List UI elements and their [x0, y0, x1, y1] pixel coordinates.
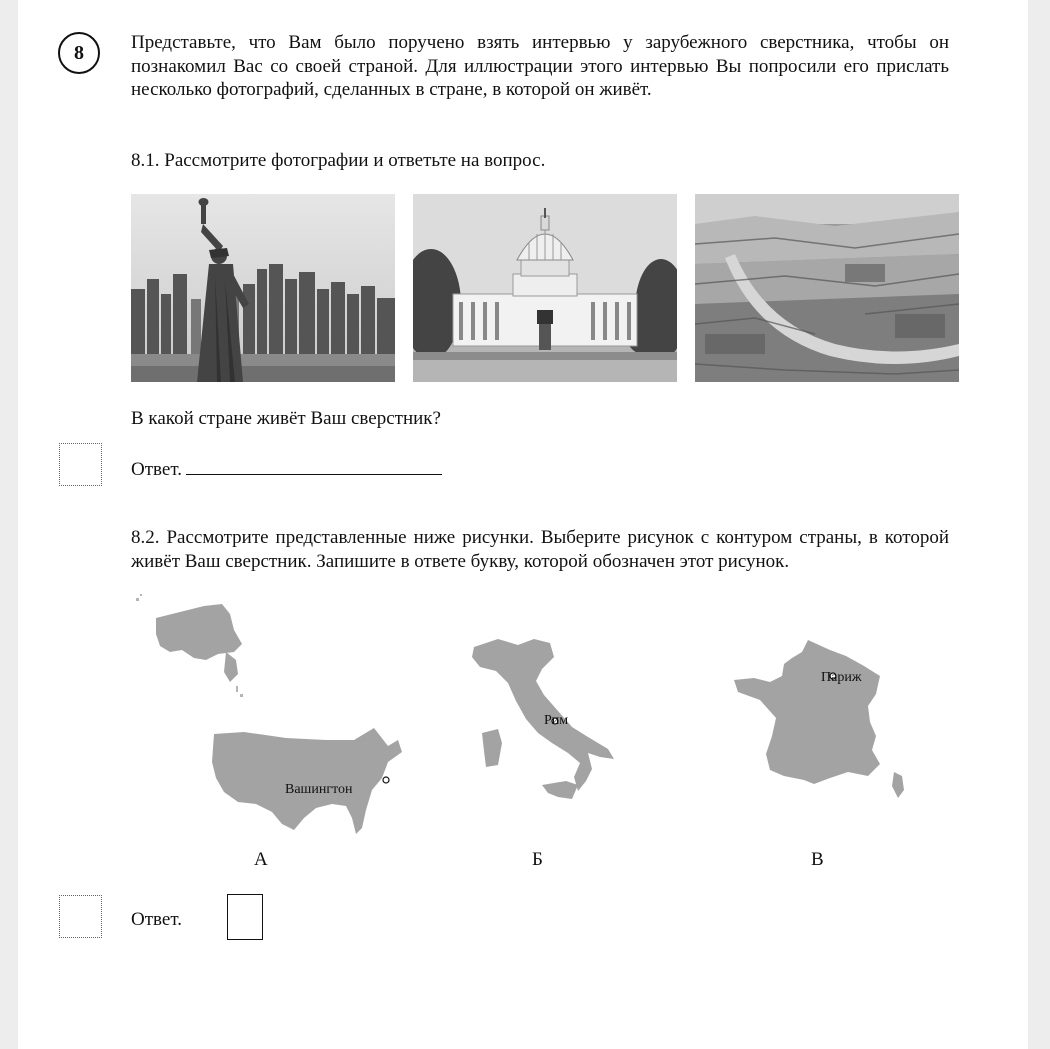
q2-score-box	[59, 895, 102, 938]
italy-outline-map	[468, 635, 618, 803]
rome-label: Рим	[544, 713, 569, 728]
usa-outline-map	[126, 590, 416, 852]
q1-answer-line[interactable]	[186, 456, 442, 475]
q2-answer-label: Ответ.	[131, 909, 182, 930]
paris-label: Париж	[821, 670, 862, 685]
statue-of-liberty-photo	[131, 194, 395, 382]
map-letter-c: В	[811, 849, 824, 870]
q1-answer-row	[131, 456, 442, 481]
q2-title: 8.2. Рассмотрите представленные ниже рисунки. Выберите рисунок с контуром страны, в которой живёт Ваш сверстник. Запишите в ответе букву, которой обозначен этот рисунок.	[131, 527, 949, 572]
capitol-photo	[413, 194, 677, 382]
task-number: 8	[74, 41, 84, 64]
q1-answer-label: Ответ.	[131, 459, 182, 480]
washington-label: Вашингтон	[285, 782, 353, 797]
grand-canyon-photo	[695, 194, 959, 382]
q1-question: В какой стране живёт Ваш сверстник?	[131, 408, 441, 429]
france-outline-map	[730, 636, 910, 806]
intro-text: Представьте, что Вам было поручено взять интервью у зарубежного сверстника, чтобы он познакомил Вас со своей страной. Для иллюстрации этого интервью Вы попросили его прислать несколько фотографий, сделанных в стране, в которой он живёт.	[131, 32, 949, 100]
map-letter-b: Б	[532, 849, 543, 870]
q1-score-box	[59, 443, 102, 486]
map-letter-a: А	[254, 849, 268, 870]
worksheet-page	[18, 0, 1028, 1049]
q1-title: 8.1. Рассмотрите фотографии и ответьте на вопрос.	[131, 150, 546, 171]
task-number-badge	[58, 32, 100, 74]
q2-answer-cell[interactable]	[227, 894, 263, 940]
